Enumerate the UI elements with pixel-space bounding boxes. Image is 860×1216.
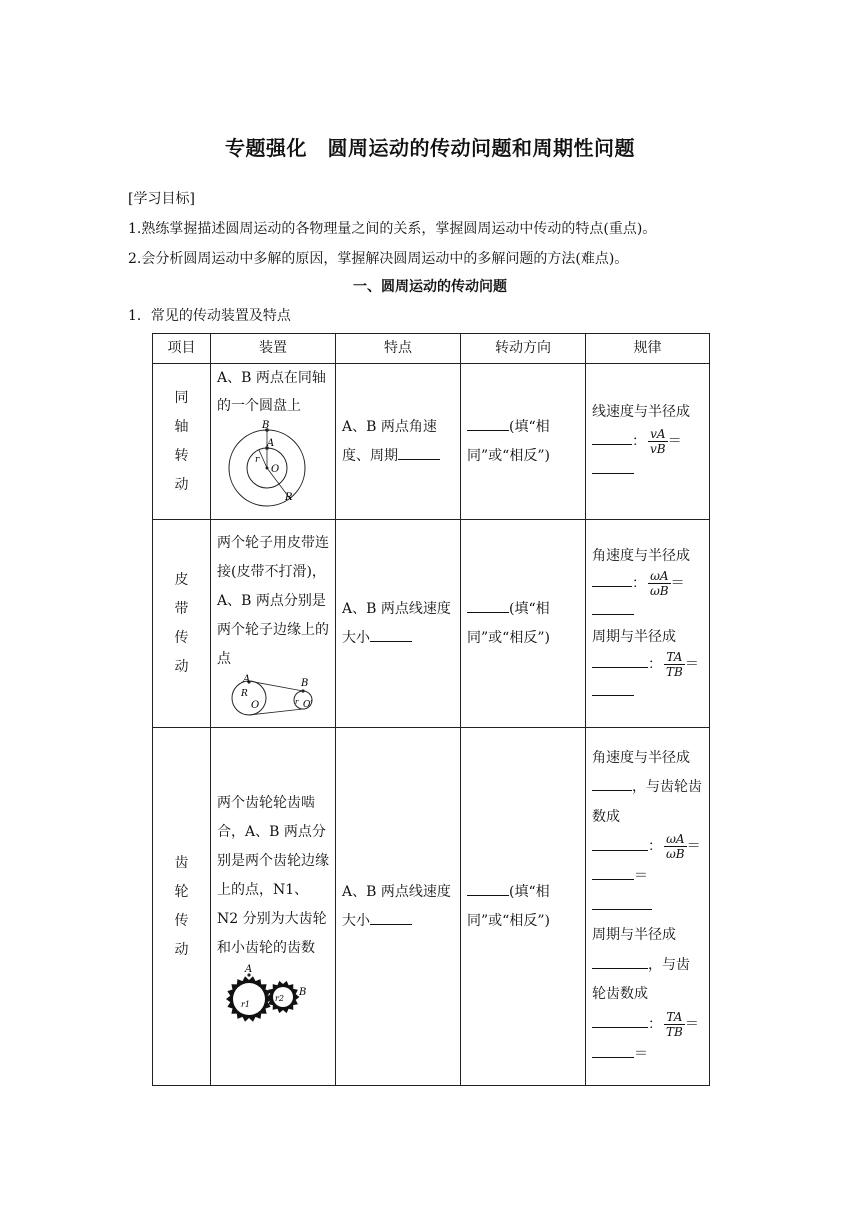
row3-rule: 角速度与半径成 ，与齿轮齿数成 ： $\frac{\omega A}{\omega B}$ ＝ ＝ 周期与半径成 ，与齿轮齿数成 ： $\frac{TA}{TB}$ ＝ ＝ (586, 728, 710, 1086)
answer-blank (592, 653, 648, 668)
ratio-TA-TB: $\frac{TA}{TB}$ (666, 649, 683, 679)
row2-rule: 角速度与半径成 ： $\frac{\omega A}{\omega B}$ ＝ 周期与半径成 ： $\frac{TA}{TB}$ ＝ (586, 520, 710, 728)
fig1-label-R: R (285, 492, 293, 503)
fig2-label-R: R (241, 689, 248, 699)
gears (226, 976, 300, 1021)
fig1-label-B: B (262, 420, 270, 431)
answer-blank (398, 445, 440, 460)
row1-rule: 线速度与半径成 ： $\frac{vA}{vB}$ ＝ (586, 364, 710, 520)
ratio-omegaA-omegaB: $\frac{\omega A}{\omega B}$ (650, 568, 669, 598)
row1-device-text: A、B 两点在同轴的一个圆盘上 (217, 370, 326, 414)
fig2-label-r: r (295, 698, 299, 706)
answer-blank (592, 1043, 634, 1058)
header-direction: 转动方向 (461, 334, 586, 364)
row2-direction: (填“相同”或“相反”) (461, 520, 586, 728)
header-item: 项目 (153, 334, 211, 364)
row3-direction: (填“相同”或“相反”) (461, 728, 586, 1086)
answer-blank (467, 881, 509, 896)
row2-feature: A、B 两点线速度大小 (336, 520, 461, 728)
answer-blank (592, 836, 648, 851)
table-row (153, 364, 710, 520)
fig2-label-O: O (251, 700, 260, 711)
fig2-label-B: B (301, 678, 309, 689)
belt-drive-figure (217, 674, 317, 718)
row1-feature: A、B 两点角速度、周期 (336, 364, 461, 520)
row1-item: 同 轴 转 动 (153, 364, 211, 520)
header-feature: 特点 (336, 334, 461, 364)
row3-device-text: 两个齿轮轮齿啮合，A、B 两点分别是两个齿轮边缘上的点，N1、N2 分别为大齿轮和小齿轮的齿数 (217, 794, 329, 956)
fig2-label-A: A (243, 674, 251, 685)
answer-blank (592, 572, 632, 587)
header-rule: 规律 (586, 334, 710, 364)
subsection-title: 1．常见的传动装置及特点 (128, 308, 291, 324)
answer-blank (592, 865, 634, 880)
row2-item: 皮 带 传 动 (153, 520, 211, 728)
answer-blank (370, 910, 412, 925)
objective-1: 1.熟练掌握描述圆周运动的各物理量之间的关系，掌握圆周运动中传动的特点(重点)。 (128, 221, 657, 237)
row3-device (211, 728, 336, 1086)
page-title: 专题强化 圆周运动的传动问题和周期性问题 (225, 136, 635, 160)
ratio-TA-TB: $\frac{TA}{TB}$ (666, 1009, 683, 1039)
answer-blank (592, 459, 634, 474)
answer-blank (592, 954, 648, 969)
objectives-heading: [学习目标] (128, 191, 195, 207)
row2-device (211, 520, 336, 728)
header-device: 装置 (211, 334, 336, 364)
answer-blank (592, 1013, 648, 1028)
answer-blank (592, 776, 632, 791)
answer-blank (370, 627, 412, 642)
answer-blank (592, 430, 632, 445)
fig1-label-r: r (255, 455, 260, 465)
answer-blank (592, 895, 652, 910)
fig1-label-O: O (271, 464, 280, 475)
row1-direction: (填“相同”或“相反”) (461, 364, 586, 520)
fig3-label-B: B (299, 986, 307, 998)
gear-hub (233, 983, 265, 1015)
answer-blank (592, 681, 634, 696)
fig3-label-r1: r1 (241, 999, 250, 1009)
fig3-label-A: A (245, 963, 253, 975)
objective-2: 2.会分析圆周运动中多解的原因，掌握解决圆周运动中的多解问题的方法(难点)。 (128, 251, 629, 267)
ratio-omegaA-omegaB: $\frac{\omega A}{\omega B}$ (666, 832, 685, 862)
fig3-label-r2: r2 (275, 993, 284, 1003)
gear-drive-figure (217, 963, 317, 1025)
row3-feature: A、B 两点线速度大小 (336, 728, 461, 1086)
answer-blank (592, 600, 634, 615)
table-header-row (153, 334, 710, 364)
transmission-table (152, 333, 710, 1086)
fig1-label-A: A (267, 438, 275, 449)
table-row (153, 520, 710, 728)
coaxial-disk-figure (217, 420, 317, 512)
row1-device (211, 364, 336, 520)
ratio-vA-vB: $\frac{vA}{vB}$ (650, 426, 666, 456)
answer-blank (467, 598, 509, 613)
section-title: 一、圆周运动的传动问题 (353, 279, 507, 295)
table-row (153, 728, 710, 1086)
row2-device-text: 两个轮子用皮带连接(皮带不打滑)，A、B 两点分别是两个轮子边缘上的点 (217, 535, 329, 667)
row3-item: 齿 轮 传 动 (153, 728, 211, 1086)
fig2-label-O2: O′ (303, 700, 313, 710)
answer-blank (467, 416, 509, 431)
